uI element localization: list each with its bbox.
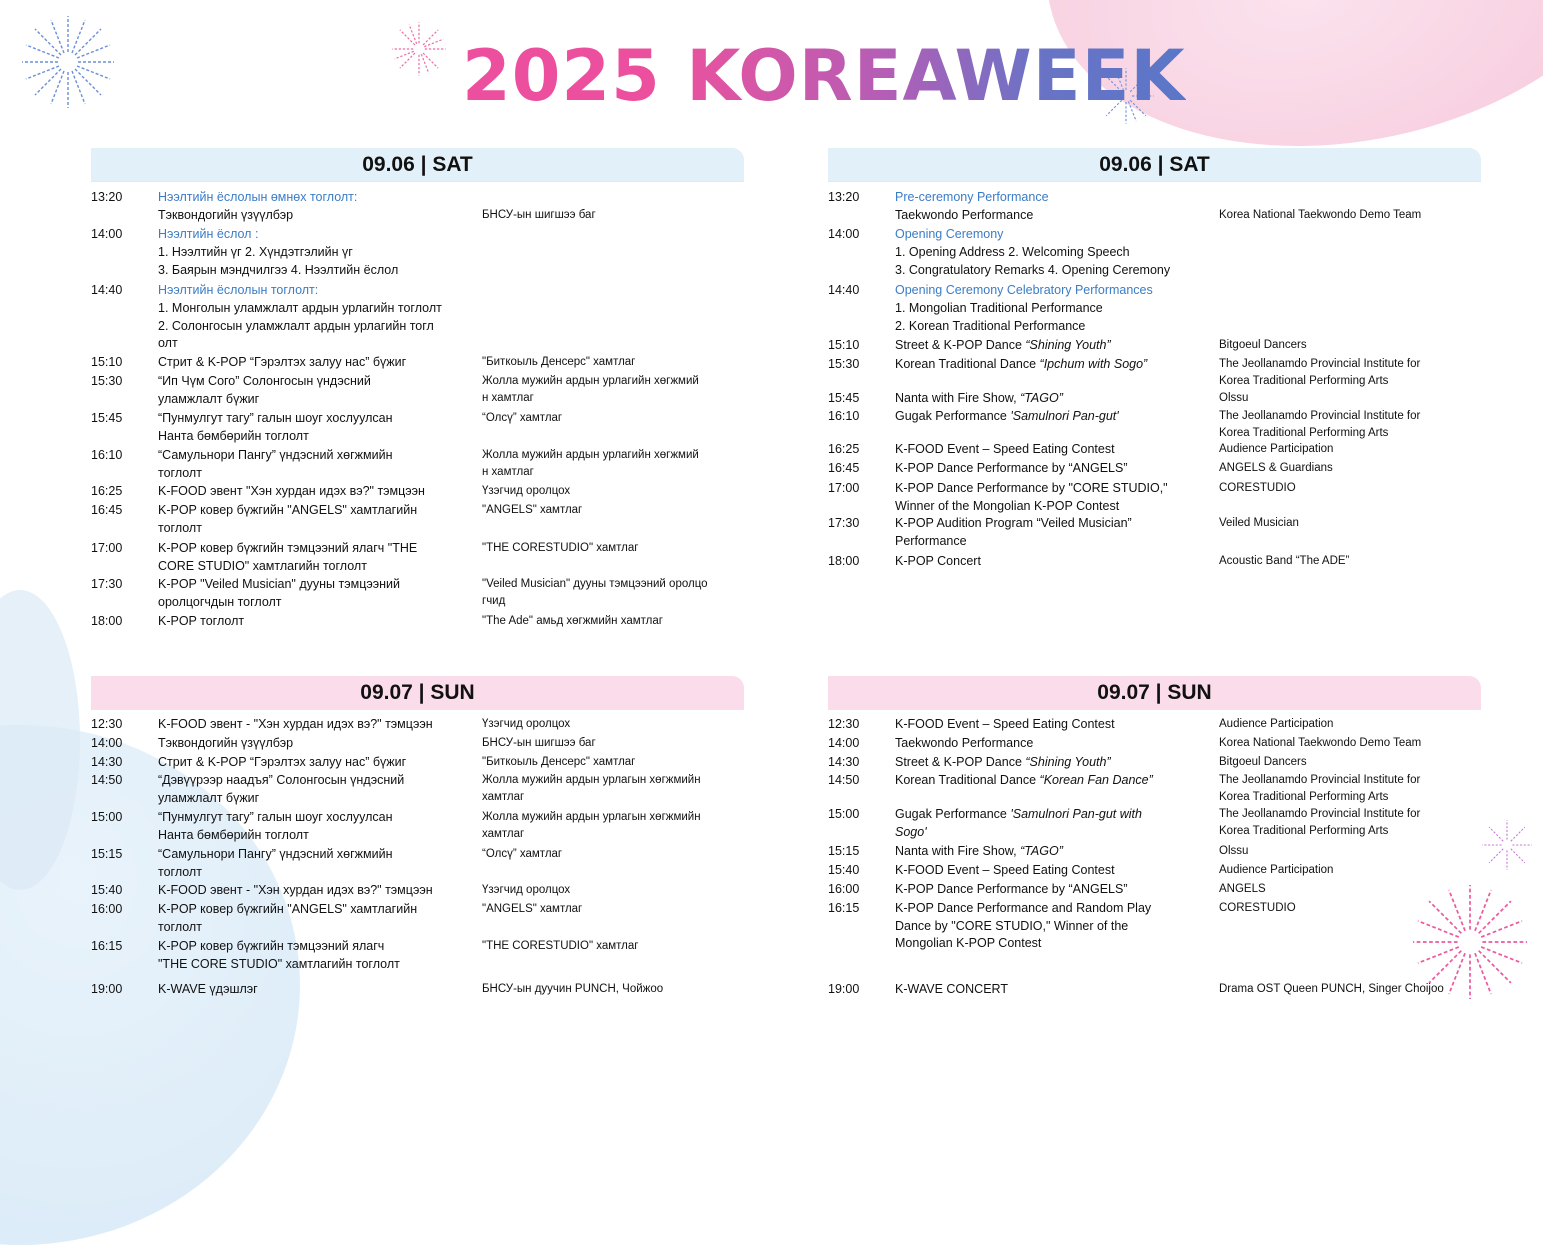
row-performer: “Олсү” хамтлаг: [482, 848, 563, 860]
row-program: K-POP Dance Performance by “ANGELS”: [895, 461, 1128, 475]
row-performer: Korea National Taekwondo Demo Team: [1219, 737, 1422, 749]
schedule-panel-sun-mn: [91, 676, 744, 996]
row-time: 15:45: [91, 411, 123, 425]
row-time: 14:00: [828, 736, 860, 750]
row-program: K-POP Dance Performance by “ANGELS”: [895, 882, 1128, 896]
row-program: Nanta with Fire Show, “TAGO”: [895, 844, 1063, 858]
row-time: 19:00: [828, 982, 860, 996]
row-time: 17:00: [828, 481, 860, 495]
row-program: Gugak Performance 'Samulnori Pan-gut with Sogo': [895, 807, 1142, 839]
row-performer: Жолла мужийн ардын урлагын хөгжмийн хамтлаг: [482, 774, 701, 803]
row-performer: "Биткоыль Денсерс" хамтлаг: [482, 356, 636, 368]
row-performer: Drama OST Queen PUNCH, Singer Choijoo: [1219, 983, 1444, 995]
row-program: Тэквондогийн үзүүлбэр: [158, 208, 294, 222]
schedule-panel-sun-en: [828, 676, 1481, 996]
row-time: 16:15: [828, 901, 860, 915]
row-program: Nanta with Fire Show, “TAGO”: [895, 391, 1063, 405]
day-header: 09.06 | SAT: [828, 148, 1481, 182]
row-performer: Үзэгчид оролцох: [482, 884, 571, 896]
row-program: K-POP тоглолт: [158, 614, 245, 628]
row-program: K-POP ковер бүжгийн тэмцээний ялагч "THE CORE STUDIO" хамтлагийн тоглолт: [158, 541, 418, 573]
row-program: 1. Нээлтийн үг 2. Хүндэтгэлийн үг 3. Баярын мэндчилгээ 4. Нээлтийн ёслол: [158, 245, 399, 277]
row-time: 15:00: [828, 807, 860, 821]
row-program: K-POP ковер бүжгийн "ANGELS" хамтлагийн тоглолт: [158, 503, 418, 535]
row-program: “Пунмулгут тагу” галын шоуг хослуулсан Нанта бөмбөрийн тоглолт: [158, 411, 393, 443]
row-performer: Үзэгчид оролцох: [482, 718, 571, 730]
row-time: 15:40: [828, 863, 860, 877]
day-header: 09.07 | SUN: [828, 676, 1481, 710]
firework-icon: [1480, 818, 1534, 872]
row-program: K-POP ковер бүжгийн "ANGELS" хамтлагийн тоглолт: [158, 902, 418, 934]
row-program: K-FOOD эвент - "Хэн хурдан идэх вэ?" тэмцээн: [158, 883, 433, 897]
row-time: 14:50: [91, 773, 123, 787]
row-performer: “Олсү” хамтлаг: [482, 412, 563, 424]
row-time: 18:00: [91, 614, 123, 628]
page-title: [462, 36, 1186, 116]
row-program: Gugak Performance 'Samulnori Pan-gut': [895, 409, 1119, 423]
row-performer: Olssu: [1219, 845, 1249, 857]
row-time: 16:45: [828, 461, 860, 475]
firework-icon: [18, 12, 118, 112]
row-program: Korean Traditional Dance “Korean Fan Dance”: [895, 773, 1153, 787]
row-program: Нээлтийн ёслол :: [158, 227, 259, 241]
row-time: 15:15: [828, 844, 860, 858]
row-program: K-WAVE үдэшлэг: [158, 982, 258, 996]
row-time: 15:00: [91, 810, 123, 824]
row-program: “Пунмулгут тагу” галын шоуг хослуулсан Нанта бөмбөрийн тоглолт: [158, 810, 393, 842]
row-program: Нээлтийн ёслолын өмнөх тоглолт:: [158, 190, 358, 204]
row-performer: БНСУ-ын дуучин PUNCH, Чойжоо: [482, 983, 664, 995]
row-program: K-POP Audition Program “Veiled Musician” Performance: [895, 516, 1132, 548]
row-performer: "Биткоыль Денсерс" хамтлаг: [482, 756, 636, 768]
row-time: 13:20: [91, 190, 123, 204]
row-time: 15:15: [91, 847, 123, 861]
row-time: 12:30: [828, 717, 860, 731]
row-time: 14:50: [828, 773, 860, 787]
row-performer: Korea National Taekwondo Demo Team: [1219, 209, 1422, 221]
row-time: 14:40: [828, 283, 860, 297]
row-program: K-FOOD Event – Speed Eating Contest: [895, 863, 1115, 877]
row-performer: "THE CORESTUDIO" хамтлаг: [482, 542, 639, 554]
row-time: 16:25: [91, 484, 123, 498]
row-time: 16:10: [91, 448, 123, 462]
row-time: 15:10: [91, 355, 123, 369]
row-performer: "ANGELS" хамтлаг: [482, 903, 583, 915]
row-time: 16:10: [828, 409, 860, 423]
row-time: 17:30: [91, 577, 123, 591]
row-performer: "ANGELS" хамтлаг: [482, 504, 583, 516]
title-brand: KOREAWEEK: [686, 35, 1186, 117]
row-program: Taekwondo Performance: [895, 208, 1034, 222]
row-time: 15:30: [91, 374, 123, 388]
row-time: 14:40: [91, 283, 123, 297]
row-program: “Самульнори Пангу” үндэсний хөгжмийн тоглолт: [158, 448, 393, 480]
row-time: 17:30: [828, 516, 860, 530]
row-time: 14:00: [828, 227, 860, 241]
row-performer: Veiled Musician: [1219, 517, 1299, 529]
row-time: 17:00: [91, 541, 123, 555]
row-performer: ANGELS: [1219, 883, 1266, 895]
row-performer: Жолла мужийн ардын урлагийн хөгжмий н хамтлаг: [482, 449, 699, 478]
row-program: Taekwondo Performance: [895, 736, 1034, 750]
row-time: 18:00: [828, 554, 860, 568]
row-time: 13:20: [828, 190, 860, 204]
row-time: 15:10: [828, 338, 860, 352]
row-time: 12:30: [91, 717, 123, 731]
row-performer: Audience Participation: [1219, 718, 1334, 730]
row-program: 1. Монголын уламжлалт ардын урлагийн тоглолт 2. Солонгосын уламжлалт ардын урлагийн тогл олт: [158, 301, 442, 350]
row-program: “Самульнори Пангу” үндэсний хөгжмийн тоглолт: [158, 847, 393, 879]
row-program: 1. Opening Address 2. Welcoming Speech 3. Congratulatory Remarks 4. Opening Ceremony: [895, 245, 1171, 277]
title-year: 2025: [462, 35, 661, 117]
row-program: Street & K-POP Dance “Shining Youth”: [895, 338, 1111, 352]
row-performer: Bitgoeul Dancers: [1219, 339, 1307, 351]
row-program: K-POP "Veiled Musician" дууны тэмцээний оролцогчдын тоглолт: [158, 577, 400, 609]
day-header: 09.06 | SAT: [91, 148, 744, 182]
row-program: K-POP Concert: [895, 554, 981, 568]
row-performer: БНСУ-ын шигшээ баг: [482, 737, 596, 749]
row-performer: Үзэгчид оролцох: [482, 485, 571, 497]
row-time: 14:00: [91, 736, 123, 750]
row-time: 14:30: [828, 755, 860, 769]
row-performer: Audience Participation: [1219, 864, 1334, 876]
row-time: 16:25: [828, 442, 860, 456]
row-performer: "The Ade" амьд хөгжмийн хамтлаг: [482, 615, 663, 627]
schedule-panel-sat-en: [828, 148, 1481, 568]
row-program: K-POP Dance Performance by "CORE STUDIO," Winner of the Mongolian K-POP Contest: [895, 481, 1168, 513]
row-program: K-WAVE CONCERT: [895, 982, 1008, 996]
row-program: Стрит & K-POP “Гэрэлтэх залуу нас” бүжиг: [158, 755, 407, 769]
row-performer: "Veiled Musician" дууны тэмцээний оролцо гчид: [482, 578, 708, 607]
row-time: 15:45: [828, 391, 860, 405]
row-time: 16:45: [91, 503, 123, 517]
row-performer: ANGELS & Guardians: [1219, 462, 1333, 474]
row-time: 14:00: [91, 227, 123, 241]
day-header: 09.07 | SUN: [91, 676, 744, 710]
row-program: Тэквондогийн үзүүлбэр: [158, 736, 294, 750]
row-program: 1. Mongolian Traditional Performance 2. Korean Traditional Performance: [895, 301, 1103, 333]
row-performer: БНСУ-ын шигшээ баг: [482, 209, 596, 221]
row-program: K-FOOD эвент "Хэн хурдан идэх вэ?" тэмцээн: [158, 484, 425, 498]
row-performer: The Jeollanamdo Provincial Institute for Korea Traditional Performing Arts: [1219, 808, 1421, 837]
row-performer: Olssu: [1219, 392, 1249, 404]
row-performer: The Jeollanamdo Provincial Institute for Korea Traditional Performing Arts: [1219, 774, 1421, 803]
row-time: 16:00: [828, 882, 860, 896]
row-performer: "THE CORESTUDIO" хамтлаг: [482, 940, 639, 952]
firework-icon: [390, 20, 448, 78]
row-performer: Жолла мужийн ардын урлагын хөгжмийн хамтлаг: [482, 811, 701, 840]
row-time: 16:00: [91, 902, 123, 916]
row-program: K-POP Dance Performance and Random Play Dance by "CORE STUDIO," Winner of the Mongolian K-POP Contest: [895, 901, 1152, 950]
row-program: Street & K-POP Dance “Shining Youth”: [895, 755, 1111, 769]
row-program: Korean Traditional Dance “Ipchum with Sogo”: [895, 357, 1148, 371]
row-performer: CORESTUDIO: [1219, 902, 1296, 914]
row-program: K-FOOD эвент - "Хэн хурдан идэх вэ?" тэмцээн: [158, 717, 433, 731]
row-performer: CORESTUDIO: [1219, 482, 1296, 494]
schedule-panel-sat-mn: [91, 148, 744, 628]
row-time: 19:00: [91, 982, 123, 996]
row-performer: Bitgoeul Dancers: [1219, 756, 1307, 768]
row-performer: Жолла мужийн ардын урлагийн хөгжмий н хамтлаг: [482, 375, 699, 404]
row-program: Стрит & K-POP “Гэрэлтэх залуу нас” бүжиг: [158, 355, 407, 369]
row-performer: Audience Participation: [1219, 443, 1334, 455]
row-time: 14:30: [91, 755, 123, 769]
row-program: Opening Ceremony: [895, 227, 1004, 241]
row-program: K-POP ковер бүжгийн тэмцээний ялагч "THE CORE STUDIO" хамтлагийн тоглолт: [158, 939, 400, 971]
row-program: “Ип Чүм Сого” Солонгосын үндэсний уламжлалт бүжиг: [158, 374, 371, 406]
row-program: Pre-ceremony Performance: [895, 190, 1049, 204]
row-time: 16:15: [91, 939, 123, 953]
row-time: 15:30: [828, 357, 860, 371]
row-performer: Acoustic Band “The ADE”: [1219, 555, 1350, 567]
row-time: 15:40: [91, 883, 123, 897]
row-program: K-FOOD Event – Speed Eating Contest: [895, 717, 1115, 731]
row-program: Нээлтийн ёслолын тоглолт:: [158, 283, 319, 297]
row-performer: The Jeollanamdo Provincial Institute for Korea Traditional Performing Arts: [1219, 410, 1421, 439]
row-program: Opening Ceremony Celebratory Performances: [895, 283, 1153, 297]
row-program: K-FOOD Event – Speed Eating Contest: [895, 442, 1115, 456]
row-program: “Дэвүүрээр наадъя” Солонгосын үндэсний уламжлалт бүжиг: [158, 773, 405, 805]
row-performer: The Jeollanamdo Provincial Institute for Korea Traditional Performing Arts: [1219, 358, 1421, 387]
